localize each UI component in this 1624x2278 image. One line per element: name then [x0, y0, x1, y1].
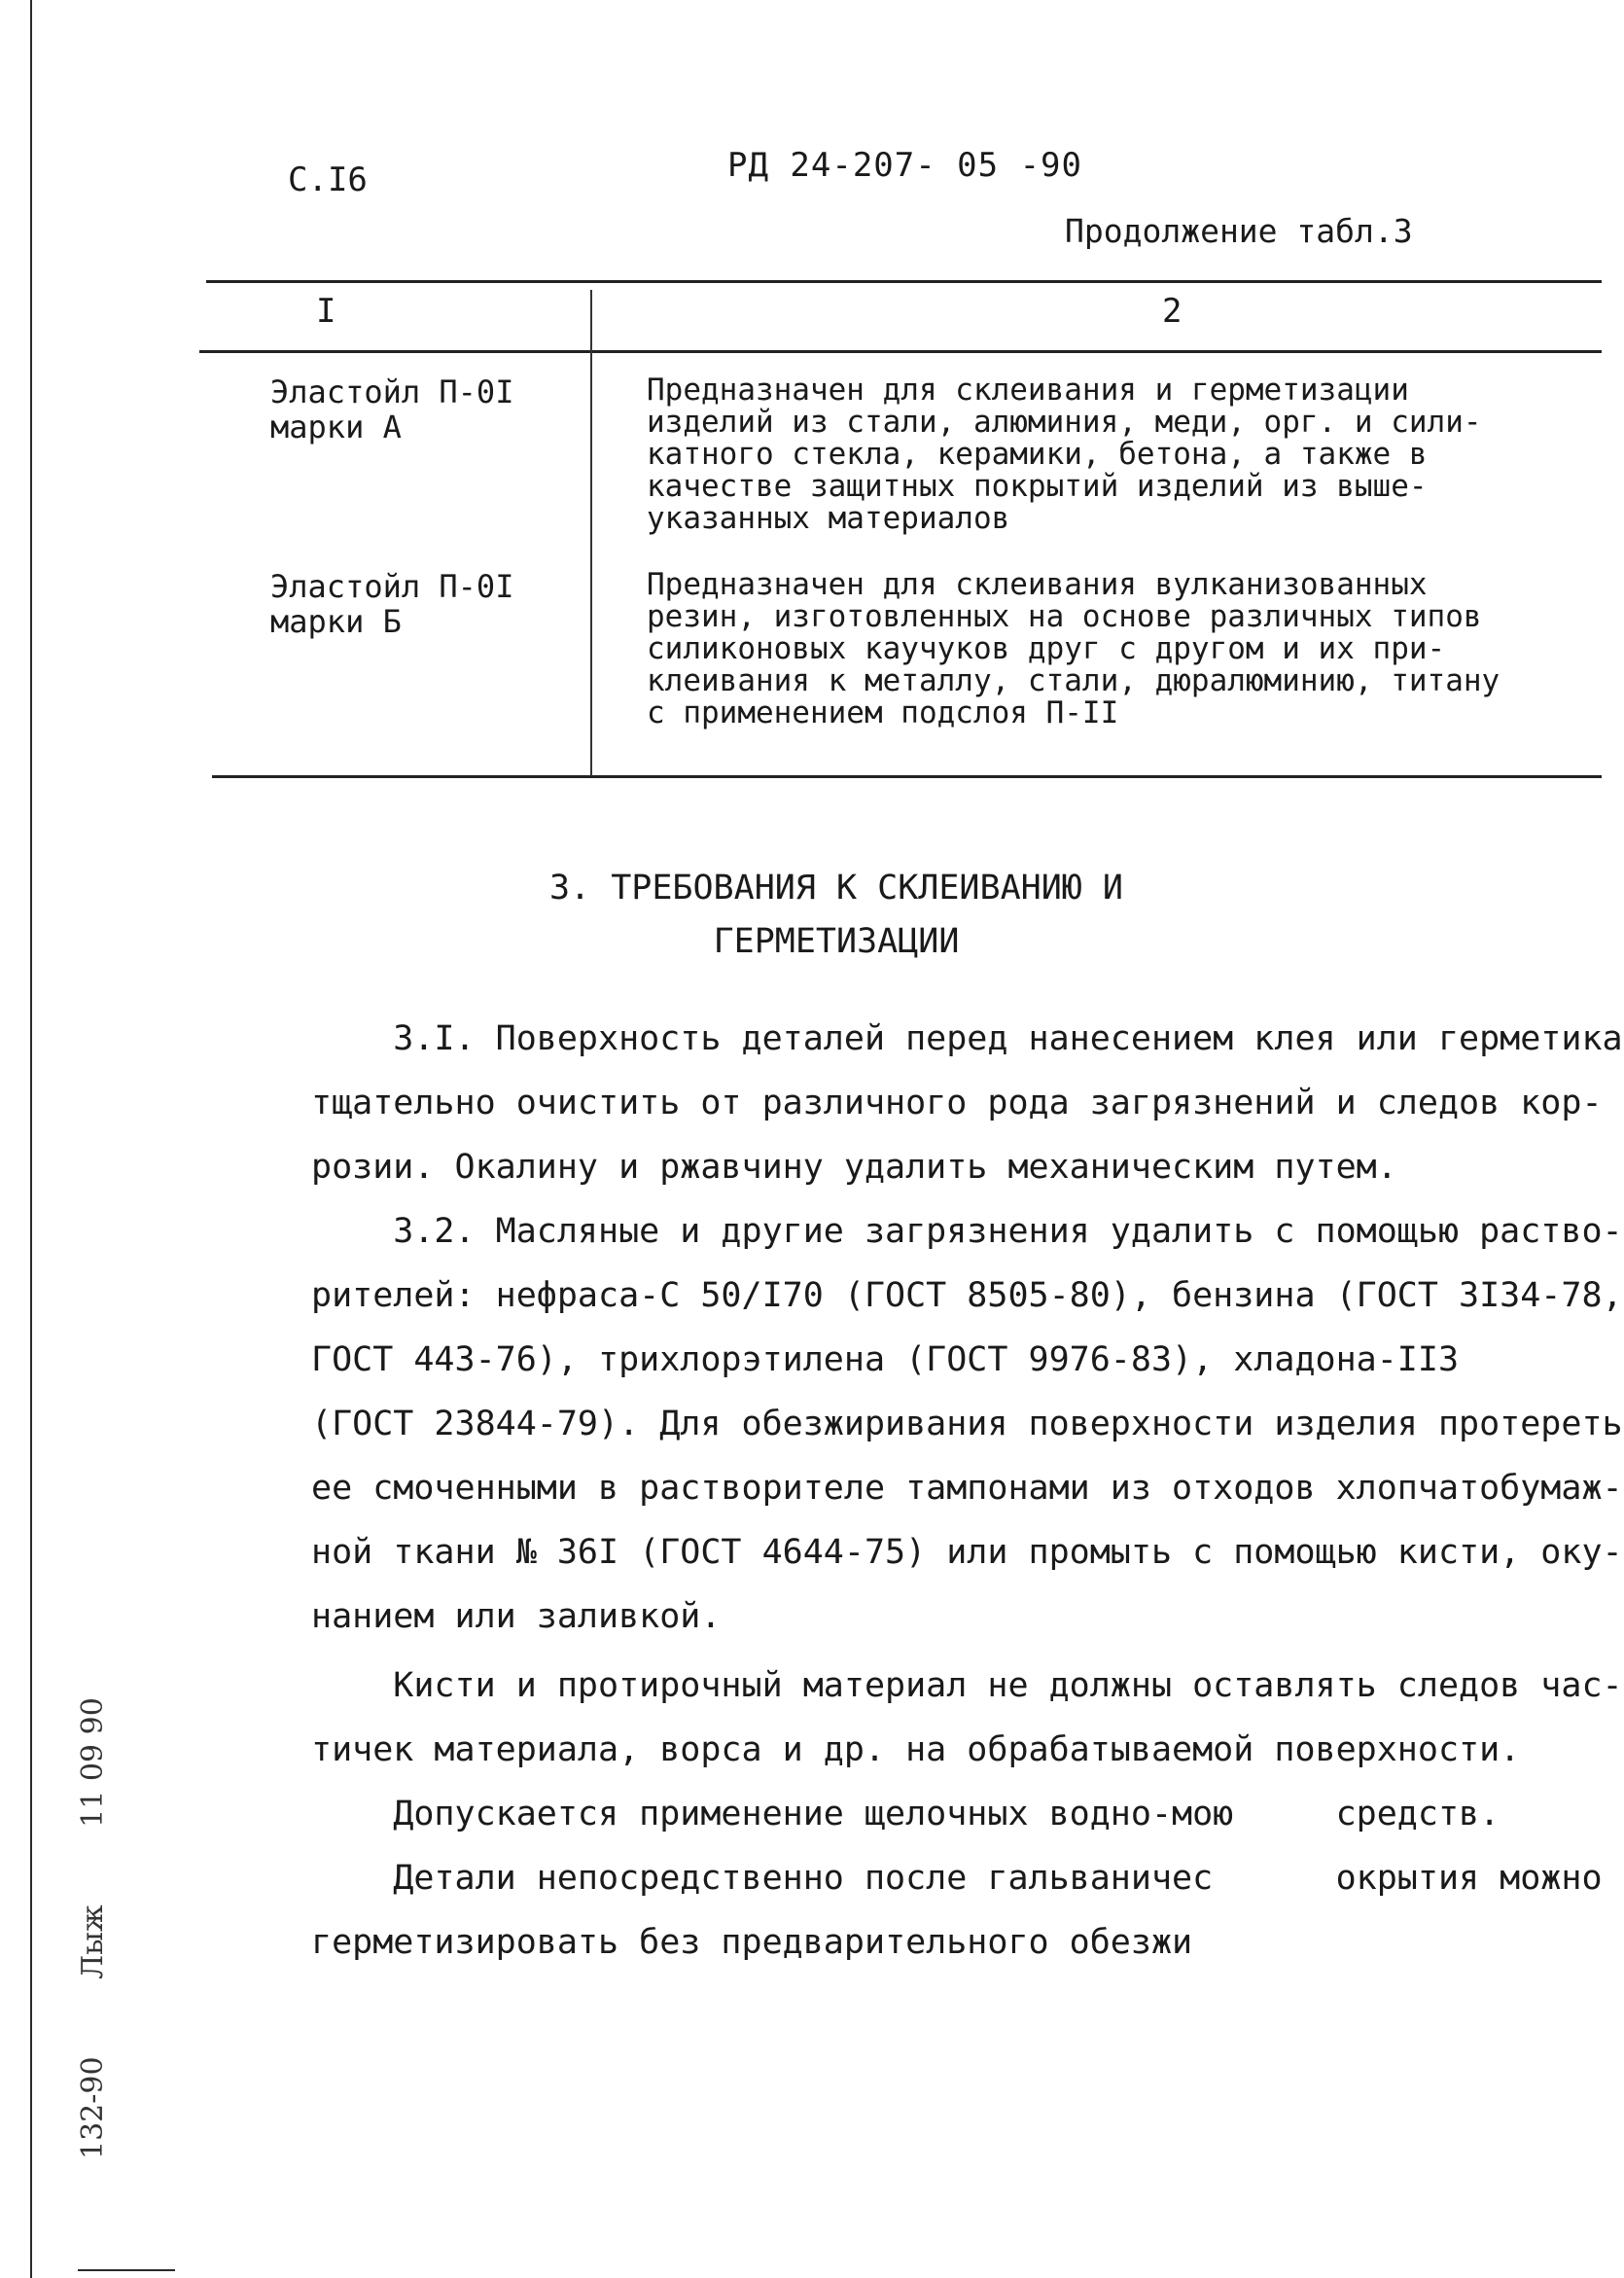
table-header-border	[199, 350, 1602, 353]
table-column-header-2: 2	[1162, 292, 1183, 331]
table-row-description: Предназначен для склеивания вулканизованных резин, изготовленных на основе различных типов силиконовых каучуков друг с другом и их при- клеивания к металлу, стали, дюралюминию, титану с применением подслоя П-II	[647, 567, 1500, 730]
paragraph-3-1: 3.I. Поверхность деталей перед нанесением клея или герметика тщательно очистить от различного рода загрязнений и следов кор- розии. Окалину и ржавчину удалить механическим путем.	[311, 1019, 1623, 1187]
table-column-header-1: I	[316, 292, 336, 331]
table-bottom-border	[212, 775, 1602, 778]
stamp-text	[76, 1420, 110, 2159]
paragraph-brushes: Кисти и протирочный материал не должны оставлять следов час- тичек материала, ворса и др. на обрабатываемой поверхности.	[311, 1666, 1623, 1769]
table-top-border	[206, 280, 1602, 283]
table-row-description: Предназначен для склеивания и герметизации изделий из стали, алюминия, меди, орг. и сили- катного стекла, керамики, бетона, а также в качестве защитных покрытий изделий из выше- указанных материалов	[647, 373, 1482, 536]
stamp-number: 132-90	[76, 2056, 110, 2159]
table-row-name: Эластойл П-0I марки Б	[270, 568, 514, 640]
section-title-line-1: 3. ТРЕБОВАНИЯ К СКЛЕИВАНИЮ И	[548, 869, 1123, 908]
left-margin-line	[30, 0, 32, 2278]
page-number: С.I6	[288, 160, 368, 199]
section-title-line-2: ГЕРМЕТИЗАЦИИ	[713, 922, 960, 961]
paragraph-alkaline: Допускается применение щелочных водно-мою средств.	[311, 1795, 1500, 1833]
footer-line	[78, 2269, 175, 2271]
table-row-name: Эластойл П-0I марки А	[270, 374, 514, 445]
paragraph-3-2: 3.2. Масляные и другие загрязнения удалить с помощью раство- рителей: нефраса-С 50/I70 (ГОСТ 8505-80), бензина (ГОСТ 3I34-78, ГОСТ 443-76), трихлорэтилена (ГОСТ 9976-83), хладона-II3 (ГОСТ 23844-79). Для обезжиривания поверхности изделия протереть ее смоченными в растворителе тампонами из отходов хлопчатобумаж- ной ткани № 36I (ГОСТ 4644-75) или промыть с помощью кисти, оку- нанием или заливкой.	[311, 1212, 1623, 1636]
stamp-date: 11 09 90	[76, 1697, 110, 1828]
margin-stamp	[76, 1420, 144, 2179]
table-continuation-label: Продолжение табл.3	[1065, 212, 1413, 250]
paragraph-galvanic: Детали непосредственно после гальваничес окрытия можно герметизировать без предварительного обезжи	[311, 1859, 1603, 1962]
document-code: РД 24-207- 05 -90	[727, 146, 1082, 185]
table-column-divider	[590, 290, 592, 776]
stamp-signature: Лыж	[76, 1904, 110, 1979]
